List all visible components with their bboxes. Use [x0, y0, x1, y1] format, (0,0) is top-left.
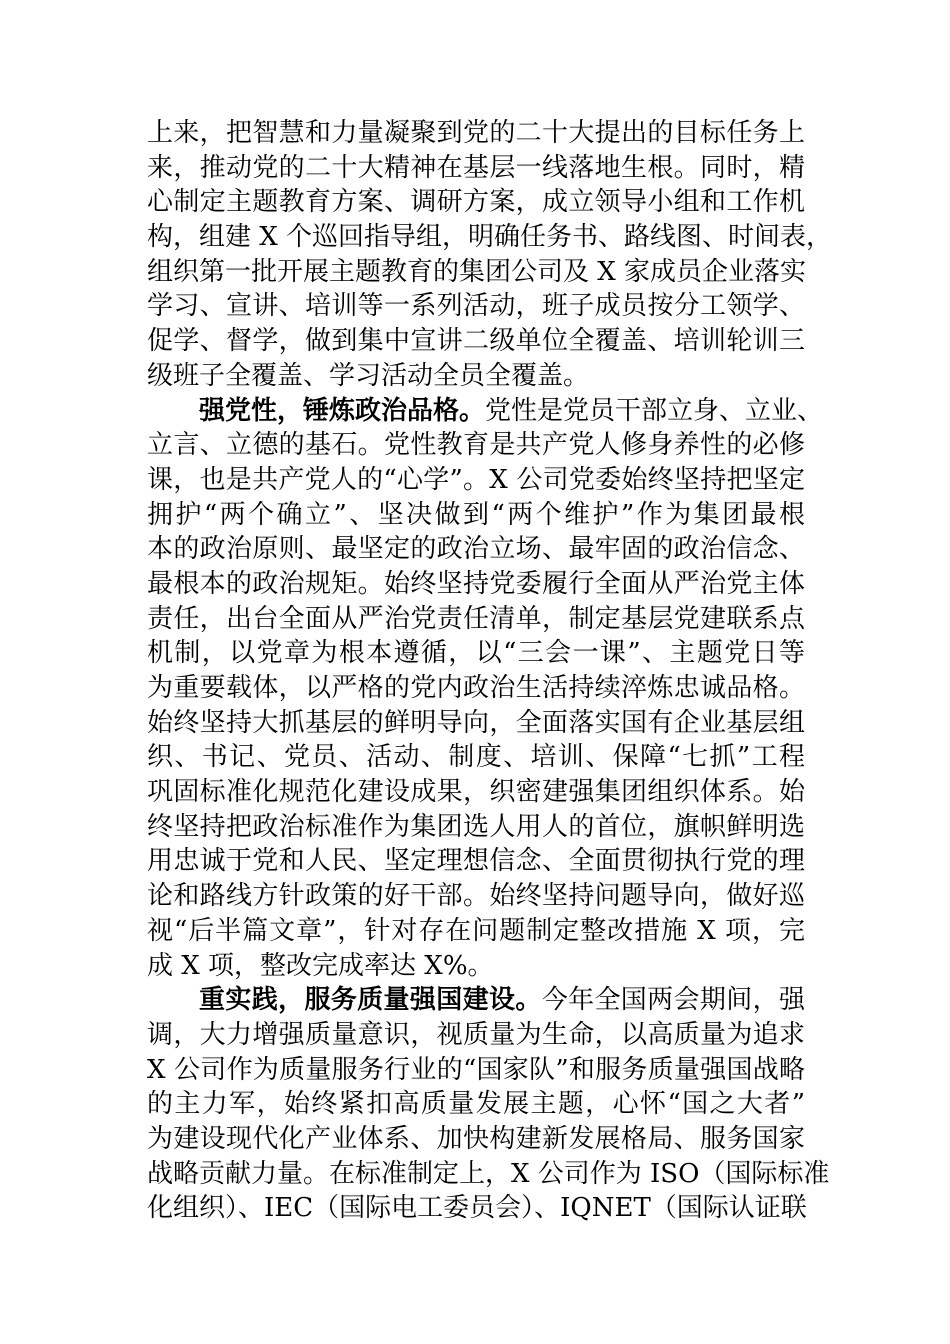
- text-line: 战略贡献力量。在标准制定上，X 公司作为 ISO（国际标准: [147, 1158, 830, 1189]
- text-line: X 公司作为质量服务行业的“国家队”和服务质量强国战略: [147, 1054, 805, 1085]
- paragraph-party-spirit: [147, 394, 824, 984]
- text-line: 巩固标准化规范化建设成果，织密建强集团组织体系。始: [147, 777, 805, 808]
- text-line: 视“后半篇文章”，针对存在问题制定整改措施 X 项，完: [147, 915, 805, 946]
- text-line: 来，推动党的二十大精神在基层一线落地生根。同时，精: [147, 152, 805, 183]
- text-segment: 今年全国两会期间，强: [541, 985, 805, 1016]
- text-line: 调，大力增强质量意识，视质量为生命，以高质量为追求: [147, 1019, 805, 1050]
- paragraph-continuation: [147, 116, 833, 394]
- text-line: 立言、立德的基石。党性教育是共产党人修身养性的必修: [147, 430, 805, 461]
- text-line: 本的政治原则、最坚定的政治立场、最牢固的政治信念、: [147, 534, 805, 565]
- text-line: 级班子全覆盖、学习活动全员全覆盖。: [147, 360, 590, 391]
- text-line: 成 X 项，整改完成率达 X%。: [147, 950, 494, 981]
- text-line-first: [147, 983, 805, 1018]
- text-line-first: [147, 394, 824, 429]
- text-line: 的主力军，始终紧扣高质量发展主题，心怀“国之大者”: [147, 1089, 805, 1120]
- text-segment: 党性是党员干部立身、立业、: [485, 395, 824, 426]
- text-line: 课，也是共产党人的“心学”。X 公司党委始终坚持把坚定: [147, 464, 805, 495]
- text-line: 化组织）、IEC（国际电工委员会）、IQNET（国际认证联: [147, 1193, 807, 1224]
- paragraph-practice: [147, 983, 830, 1226]
- text-line: 为建设现代化产业体系、加快构建新发展格局、服务国家: [147, 1123, 805, 1154]
- text-line: 学习、宣讲、培训等一系列活动，班子成员按分工领学、: [147, 291, 805, 322]
- text-line: 拥护“两个确立”、坚决做到“两个维护”作为集团最根: [147, 499, 805, 530]
- paragraph-lead-heading: 重实践，服务质量强国建设。: [199, 985, 542, 1016]
- text-line: 用忠诚于党和人民、坚定理想信念、全面贯彻执行党的理: [147, 846, 805, 877]
- text-line: 始终坚持大抓基层的鲜明导向，全面落实国有企业基层组: [147, 707, 805, 738]
- document-body: [147, 116, 833, 1226]
- text-line: 最根本的政治规矩。始终坚持党委履行全面从严治党主体: [147, 568, 805, 599]
- text-line: 论和路线方针政策的好干部。始终坚持问题导向，做好巡: [147, 881, 805, 912]
- text-line: 织、书记、党员、活动、制度、培训、保障“七抓”工程: [147, 742, 805, 773]
- text-line: 组织第一批开展主题教育的集团公司及 X 家成员企业落实: [147, 256, 807, 287]
- text-line: 机制，以党章为根本遵循，以“三会一课”、主题党日等: [147, 638, 805, 669]
- text-line: 上来，把智慧和力量凝聚到党的二十大提出的目标任务上: [147, 118, 805, 148]
- text-line: 责任，出台全面从严治党责任清单，制定基层党建联系点: [147, 603, 805, 634]
- text-line: 构，组建 X 个巡回指导组，明确任务书、路线图、时间表，: [147, 222, 833, 253]
- text-line: 促学、督学，做到集中宣讲二级单位全覆盖、培训轮训三: [147, 326, 805, 357]
- text-line: 终坚持把政治标准作为集团选人用人的首位，旗帜鲜明选: [147, 811, 805, 842]
- paragraph-lead-heading: 强党性，锤炼政治品格。: [199, 395, 486, 426]
- text-line: 心制定主题教育方案、调研方案，成立领导小组和工作机: [147, 187, 805, 218]
- text-line: 为重要载体，以严格的党内政治生活持续淬炼忠诚品格。: [147, 673, 805, 703]
